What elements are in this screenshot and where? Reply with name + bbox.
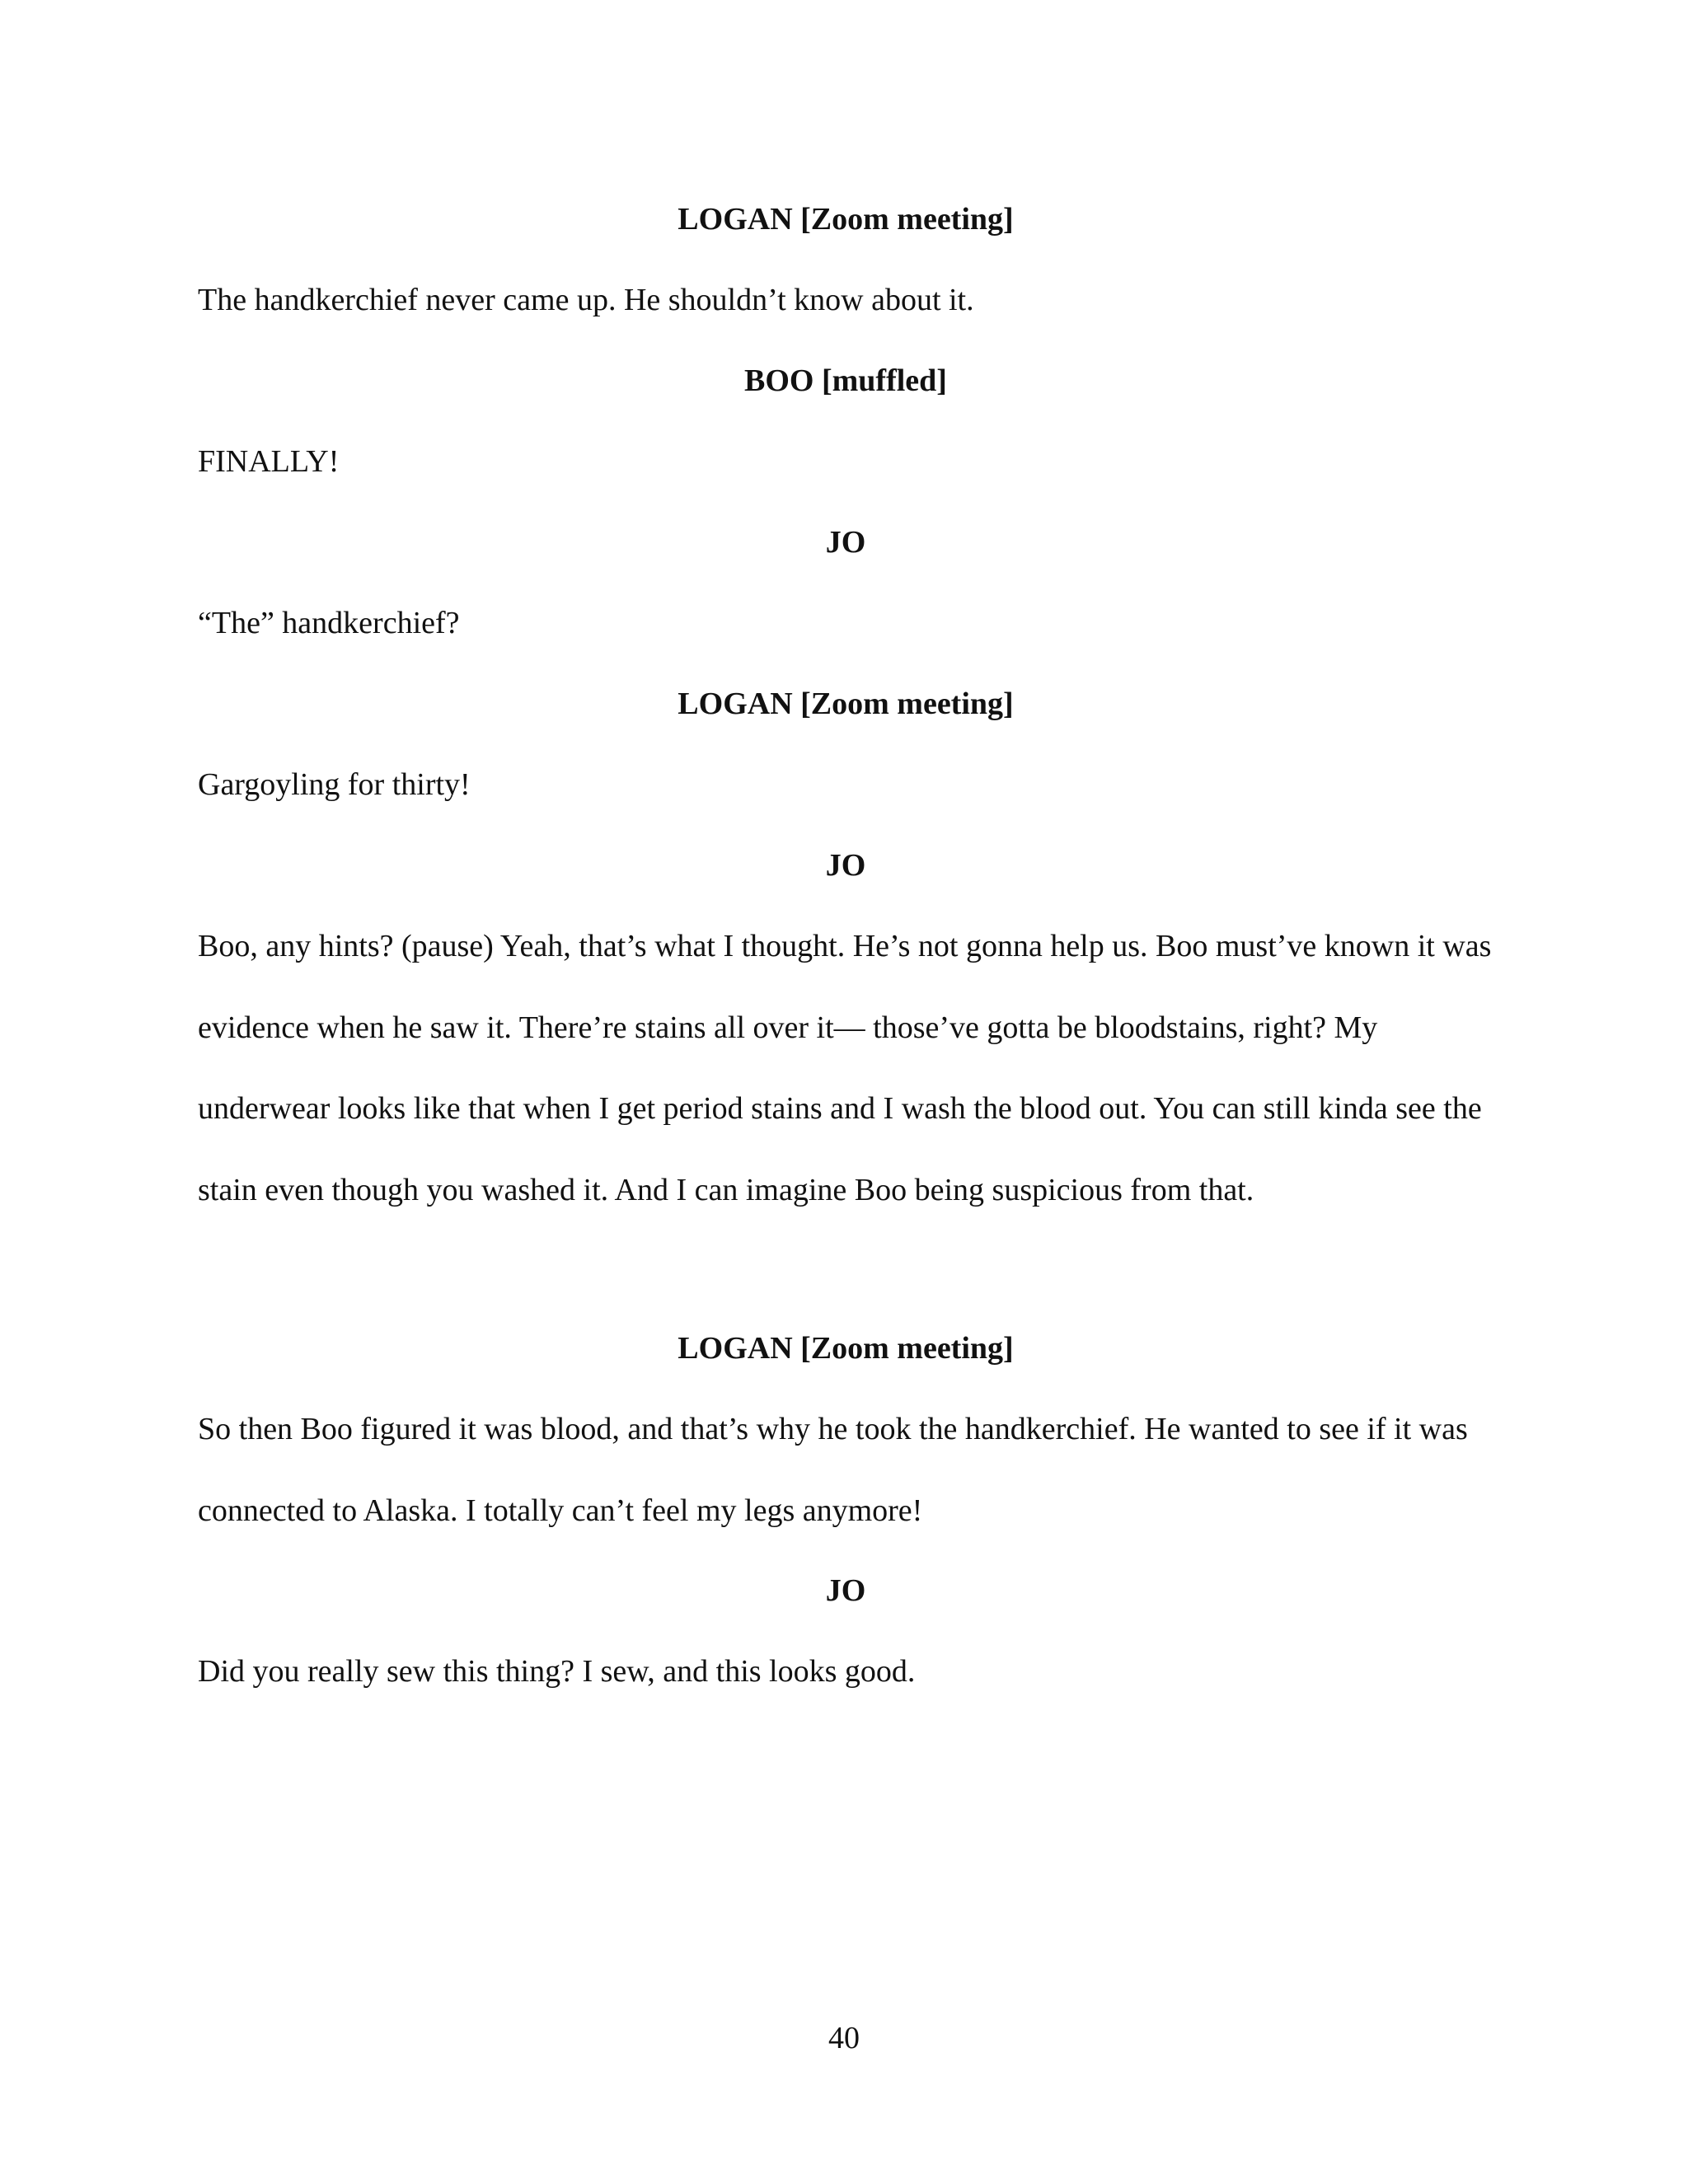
page-number: 40 <box>828 2021 860 2055</box>
speaker-jo: JO <box>825 848 866 883</box>
dialogue-paragraph: Boo, any hints? (pause) Yeah, that’s what I thought. He’s not gonna help us. Boo must’ve known it was evidence when he saw it. There’re stains all over it— those’ve gotta be bloodstains, right? My underwear looks like that when I get period stains and I wash the blood out. You can still kinda see the stain even though you washed it. And I can imagine Boo being suspicious from that. <box>198 929 1492 1207</box>
dialogue-paragraph: So then Boo figured it was blood, and that’s why he took the handkerchief. He wanted to see if it was connected to Alaska. I totally can’t feel my legs anymore! <box>198 1412 1468 1528</box>
speaker-logan: LOGAN [Zoom meeting] <box>678 687 1014 721</box>
speaker-logan: LOGAN [Zoom meeting] <box>678 202 1014 237</box>
speaker-logan: LOGAN [Zoom meeting] <box>678 1331 1014 1366</box>
dialogue-line: FINALLY! <box>198 444 340 479</box>
speaker-jo: JO <box>825 1573 866 1608</box>
dialogue-line: The handkerchief never came up. He shouldn’t know about it. <box>198 283 974 317</box>
dialogue-line: “The” handkerchief? <box>198 606 460 640</box>
dialogue-line: Did you really sew this thing? I sew, and this looks good. <box>198 1654 916 1689</box>
speaker-jo: JO <box>825 525 866 560</box>
speaker-boo: BOO [muffled] <box>744 363 947 398</box>
dialogue-line: Gargoyling for thirty! <box>198 767 471 802</box>
